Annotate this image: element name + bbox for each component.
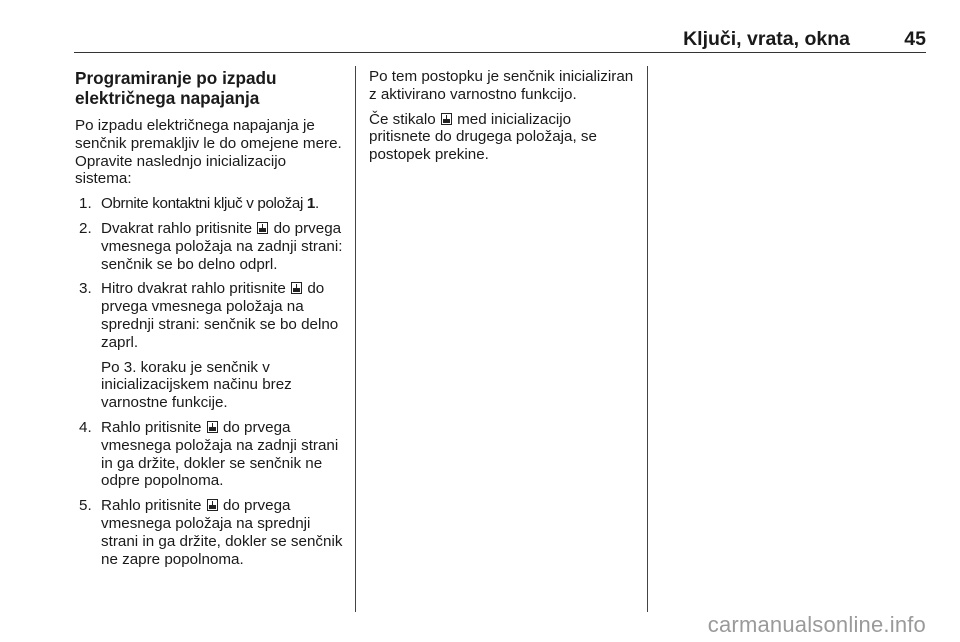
header-rule — [74, 52, 926, 53]
step-text: Hitro dvakrat rahlo pritisnite do prvega vmesnega položaja na sprednji strani: senčnik se bo delno zaprl. — [101, 280, 339, 351]
step-text: Rahlo pritisnite do prvega vmesnega položaja na sprednji strani in ga držite, dokler se senčnik ne zapre popolnoma. — [101, 497, 343, 568]
list-item — [75, 419, 345, 490]
sunroof-switch-icon — [291, 282, 302, 294]
list-item — [75, 195, 345, 213]
page-number: 45 — [904, 28, 926, 50]
sunroof-switch-icon — [441, 113, 452, 125]
steps-list — [75, 195, 345, 568]
intro-paragraph: Po izpadu električnega napajanja je senčnik premakljiv le do omejene mere. Opravite naslednjo inicializacijo sistema: — [75, 117, 342, 188]
step-number: 5. — [79, 497, 92, 515]
sunroof-switch-icon — [257, 222, 268, 234]
step-text: Dvakrat rahlo pritisnite do prvega vmesnega položaja na zadnji strani: senčnik se bo delno odprl. — [101, 219, 343, 273]
step-number: 1. — [79, 195, 92, 213]
step-text: Obrnite kontaktni ključ v položaj 1. — [101, 195, 319, 213]
column-left — [75, 68, 345, 575]
column-middle — [369, 68, 634, 171]
list-item — [75, 497, 345, 568]
column-divider — [355, 66, 356, 612]
key-position: 1 — [306, 195, 316, 213]
section-header-title: Ključi, vrata, okna — [683, 28, 850, 50]
watermark: carmanualsonline.info — [707, 612, 926, 637]
sunroof-switch-icon — [207, 421, 218, 433]
sunroof-switch-icon — [207, 499, 218, 511]
step-text: Rahlo pritisnite do prvega vmesnega položaja na zadnji strani in ga držite, dokler se senčnik ne odpre popolnoma. — [101, 418, 339, 490]
column-divider — [647, 66, 648, 612]
section-heading: Programiranje po izpadu električnega napajanja — [75, 68, 277, 108]
result-paragraph: Po tem postopku je senčnik inicializiran z aktivirano varnostno funkcijo. — [369, 68, 634, 103]
step-number: 2. — [79, 219, 92, 237]
step-number: 3. — [79, 280, 92, 298]
step-note: Po 3. koraku je senčnik v inicializacijskem načinu brez varnostne funkcije. — [101, 358, 292, 412]
list-item — [75, 220, 345, 273]
warning-paragraph: Če stikalo med inicializacijo pritisnete do drugega položaja, se postopek prekine. — [369, 110, 597, 164]
step-number: 4. — [79, 418, 92, 436]
list-item — [75, 280, 345, 412]
